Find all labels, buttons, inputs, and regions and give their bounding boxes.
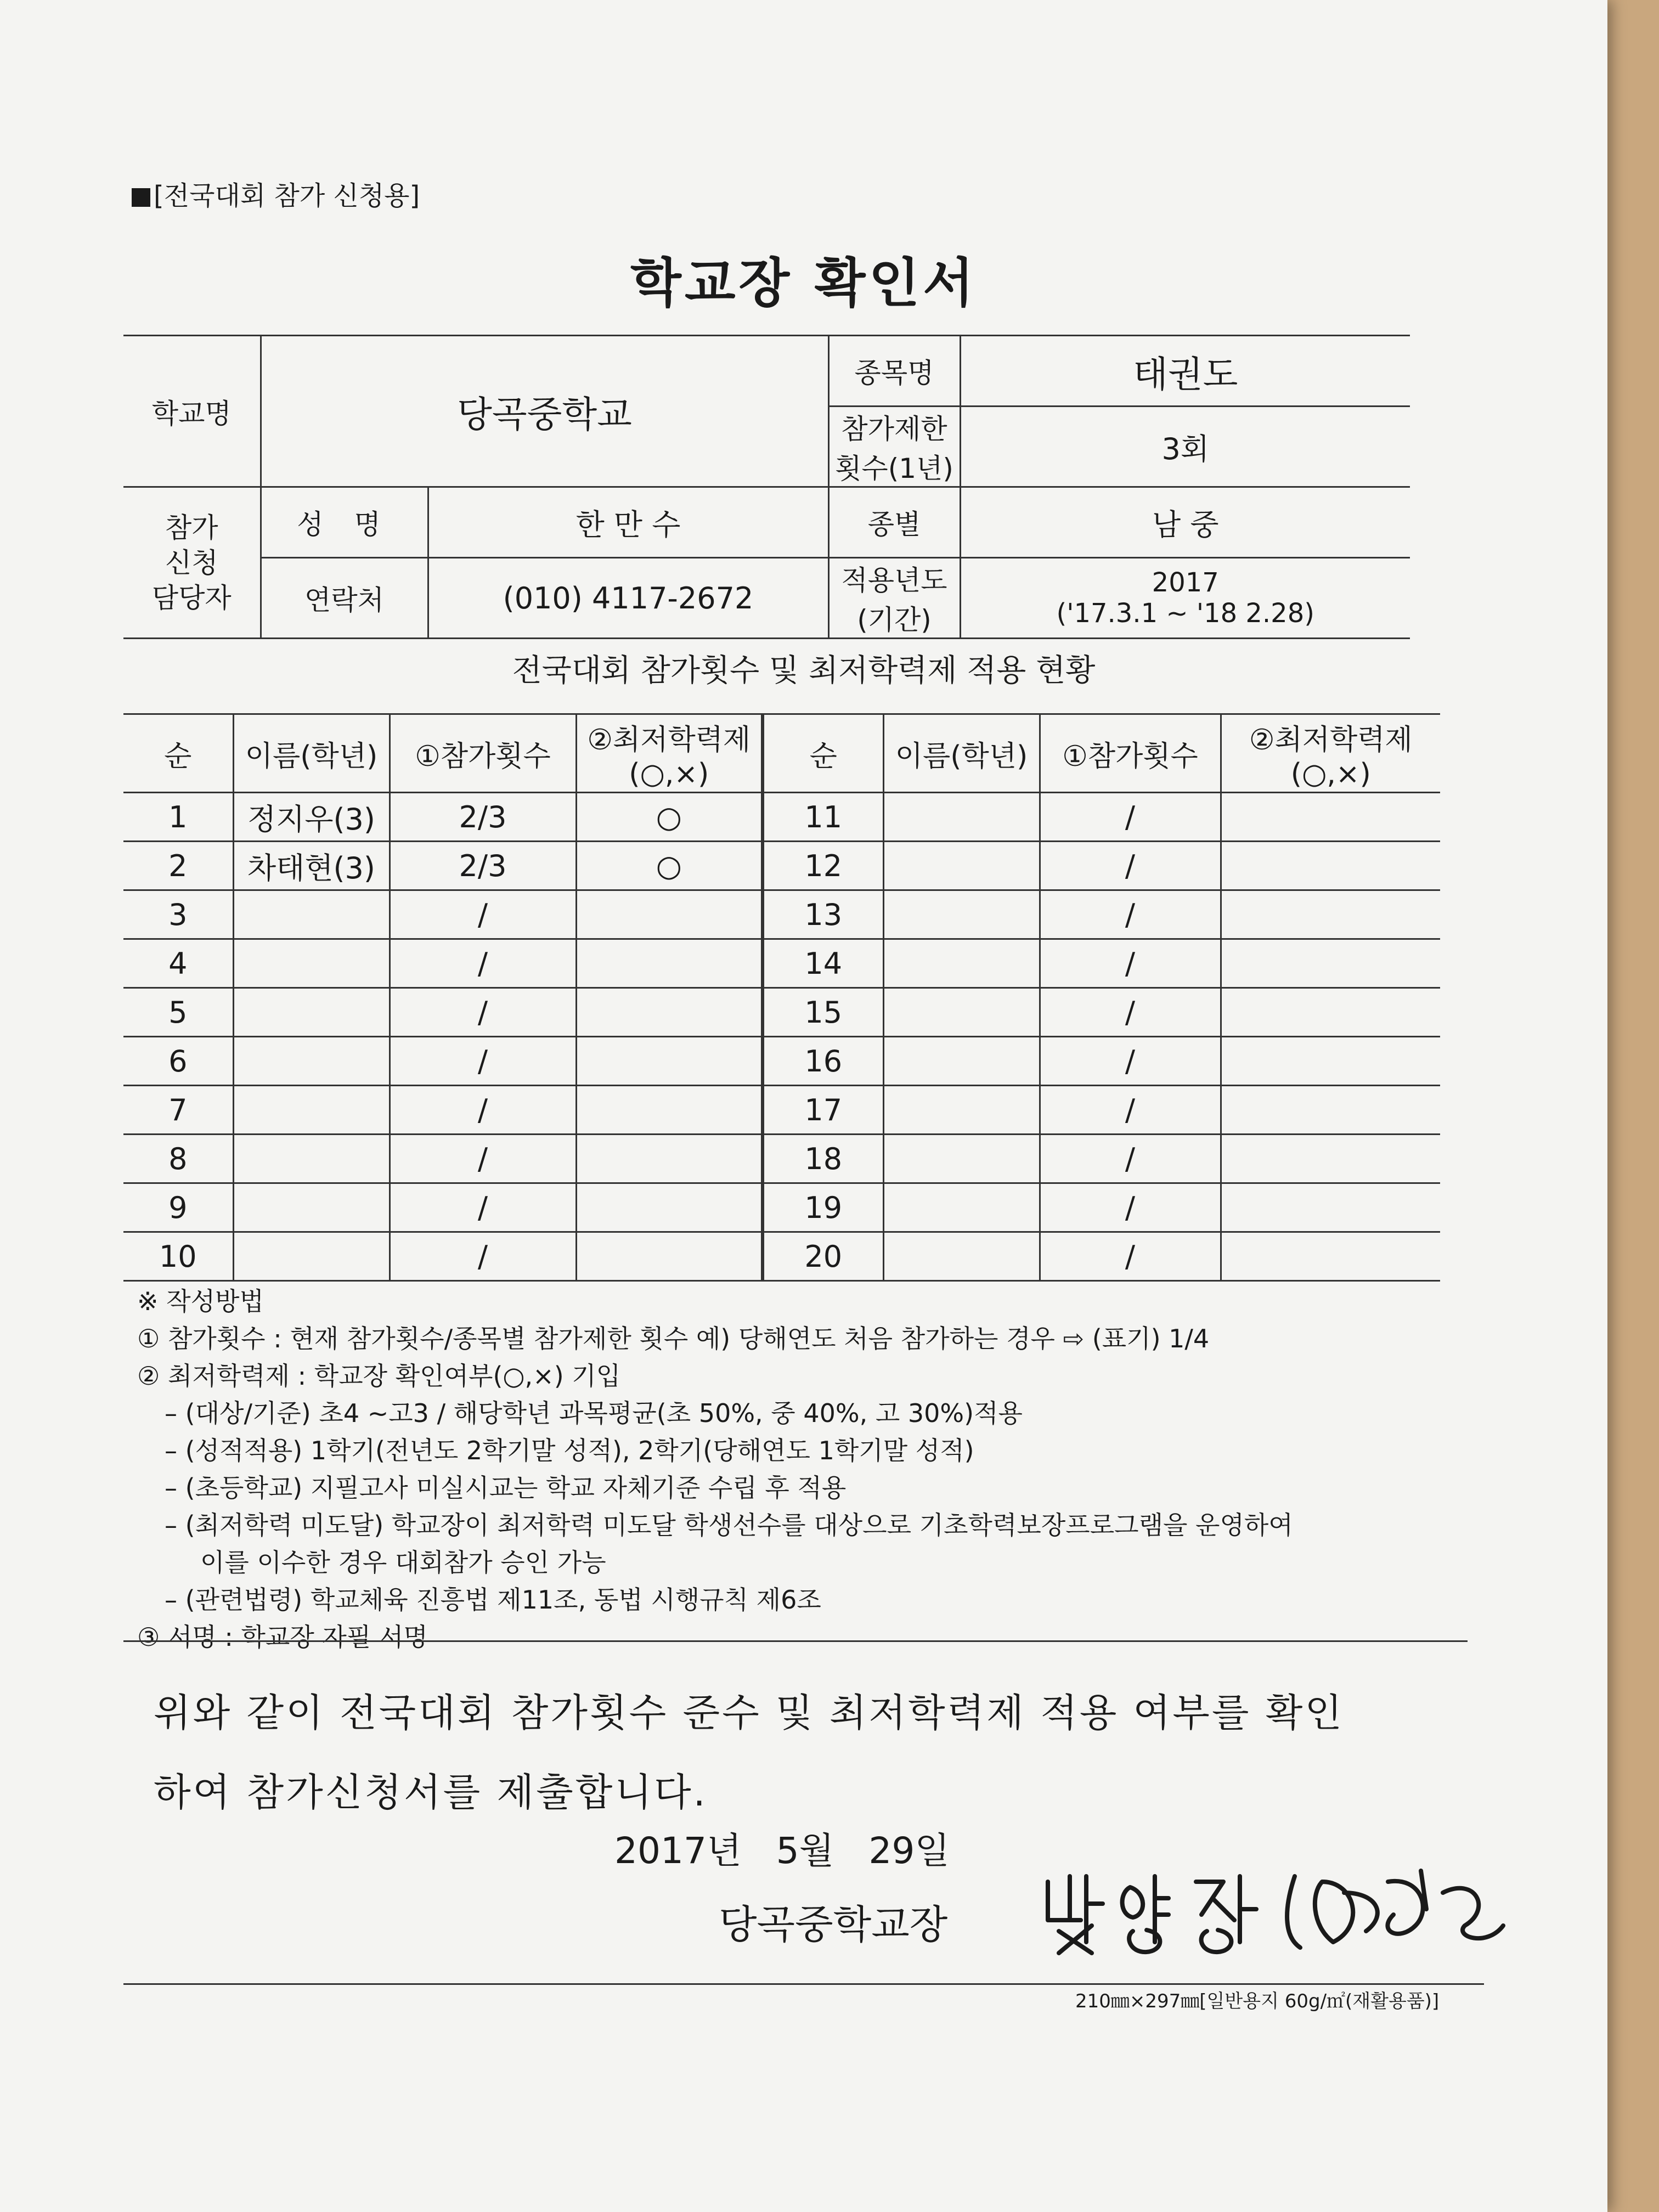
cell-min bbox=[1221, 1183, 1440, 1232]
header-min-left-line2: (○,×) bbox=[629, 757, 709, 791]
cell-name bbox=[233, 1183, 390, 1232]
table-row bbox=[123, 793, 1440, 842]
cell-no: 18 bbox=[763, 1135, 883, 1183]
cell-name bbox=[883, 1232, 1040, 1281]
limit-label bbox=[828, 407, 960, 487]
header-min-right bbox=[1221, 714, 1440, 793]
cell-min bbox=[576, 988, 763, 1037]
note-line: ※ 작성방법 bbox=[137, 1286, 264, 1316]
cell-no: 12 bbox=[763, 842, 883, 890]
header-name-right: 이름(학년) bbox=[883, 714, 1040, 793]
document-title: 학교장 확인서 bbox=[630, 252, 977, 314]
cell-name bbox=[883, 939, 1040, 988]
year-value-line1: 2017 bbox=[1152, 567, 1219, 598]
cell-name bbox=[883, 890, 1040, 939]
header-no-right: 순 bbox=[763, 714, 883, 793]
note-line: – (대상/기준) 초4 ~고3 / 해당학년 과목평균(초 50%, 중 40%, 고 30%)적용 bbox=[165, 1398, 1023, 1428]
cell-no: 2 bbox=[123, 842, 233, 890]
cell-min bbox=[576, 1183, 763, 1232]
cell-name: 정지우(3) bbox=[233, 793, 390, 842]
date: 2017년 5월 29일 bbox=[614, 1830, 950, 1872]
cell-no: 10 bbox=[123, 1232, 233, 1281]
cell-name bbox=[883, 988, 1040, 1037]
table-row bbox=[123, 842, 1440, 890]
cell-no: 4 bbox=[123, 939, 233, 988]
cell-no: 8 bbox=[123, 1135, 233, 1183]
name-label: 성 명 bbox=[261, 487, 428, 558]
cell-name bbox=[233, 988, 390, 1037]
cell-name bbox=[883, 1037, 1040, 1086]
cell-no: 6 bbox=[123, 1037, 233, 1086]
note-line: – (최저학력 미도달) 학교장이 최저학력 미도달 학생선수를 대상으로 기초학력보장프로그램을 운영하여 bbox=[165, 1510, 1293, 1540]
cell-count: / bbox=[1040, 793, 1221, 842]
cell-count: / bbox=[390, 1086, 576, 1135]
cell-count: / bbox=[390, 1183, 576, 1232]
note-line: ① 참가횟수 : 현재 참가횟수/종목별 참가제한 횟수 예) 당해연도 처음 참가하는 경우 ⇨ (표기) 1/4 bbox=[137, 1324, 1210, 1353]
cell-no: 11 bbox=[763, 793, 883, 842]
handwritten-signature bbox=[1037, 1860, 1531, 1959]
applicant-label-line1: 참가 bbox=[165, 511, 218, 544]
cell-name bbox=[883, 1183, 1040, 1232]
confirmation-statement bbox=[154, 1673, 1344, 1832]
header-min-left bbox=[576, 714, 763, 793]
info-table bbox=[123, 335, 1410, 639]
cell-count: / bbox=[390, 890, 576, 939]
document-type-text: [전국대회 참가 신청용] bbox=[154, 180, 420, 211]
school-label: 학교명 bbox=[123, 336, 261, 487]
event-label: 종목명 bbox=[828, 336, 960, 407]
cell-no: 5 bbox=[123, 988, 233, 1037]
limit-label-line1: 참가제한 bbox=[841, 413, 947, 445]
year-label bbox=[828, 558, 960, 639]
cell-no: 14 bbox=[763, 939, 883, 988]
cell-count: / bbox=[1040, 1086, 1221, 1135]
cell-count: 2/3 bbox=[390, 793, 576, 842]
school-value: 당곡중학교 bbox=[261, 336, 828, 487]
cell-count: / bbox=[390, 1232, 576, 1281]
cell-no: 16 bbox=[763, 1037, 883, 1086]
note-line: – (성적적용) 1학기(전년도 2학기말 성적), 2학기(당해연도 1학기말 성적) bbox=[165, 1436, 974, 1465]
cell-min bbox=[1221, 793, 1440, 842]
note-line: ③ 서명 : 학교장 자필 서명 bbox=[137, 1622, 428, 1652]
header-name-left: 이름(학년) bbox=[233, 714, 390, 793]
cell-min bbox=[576, 1135, 763, 1183]
limit-label-line2: 횟수(1년) bbox=[835, 453, 953, 484]
header-min-right-line1: ②최저학력제 bbox=[1249, 723, 1413, 757]
status-table bbox=[123, 713, 1440, 1282]
cell-name bbox=[233, 1037, 390, 1086]
name-value: 한 만 수 bbox=[428, 487, 828, 558]
year-label-line1: 적용년도 bbox=[841, 565, 947, 596]
cell-no: 9 bbox=[123, 1183, 233, 1232]
cell-min bbox=[1221, 1232, 1440, 1281]
year-value bbox=[960, 558, 1410, 639]
applicant-label-line2: 신청 bbox=[165, 546, 218, 579]
table-row bbox=[123, 988, 1440, 1037]
cell-count: / bbox=[1040, 1232, 1221, 1281]
cell-min bbox=[576, 1086, 763, 1135]
cell-count: / bbox=[1040, 1037, 1221, 1086]
note-line: ② 최저학력제 : 학교장 확인여부(○,×) 기입 bbox=[137, 1361, 621, 1391]
header-min-right-line2: (○,×) bbox=[1290, 757, 1371, 791]
contact-label: 연락처 bbox=[261, 558, 428, 639]
cell-no: 13 bbox=[763, 890, 883, 939]
header-count-right: ①참가횟수 bbox=[1040, 714, 1221, 793]
square-bullet-icon bbox=[132, 188, 150, 207]
cell-min bbox=[576, 1037, 763, 1086]
table-row bbox=[123, 1232, 1440, 1281]
cell-count: / bbox=[1040, 939, 1221, 988]
cell-count: / bbox=[390, 1037, 576, 1086]
confirmation-line1: 위와 같이 전국대회 참가횟수 준수 및 최저학력제 적용 여부를 확인 bbox=[154, 1690, 1344, 1735]
event-value: 태권도 bbox=[960, 336, 1410, 407]
cell-count: / bbox=[1040, 1135, 1221, 1183]
cell-no: 7 bbox=[123, 1086, 233, 1135]
cell-min: ○ bbox=[576, 793, 763, 842]
year-label-line2: (기간) bbox=[857, 604, 932, 636]
footer-divider bbox=[123, 1983, 1484, 1985]
instructions bbox=[137, 1283, 1293, 1656]
table-row bbox=[123, 1086, 1440, 1135]
cell-min bbox=[1221, 890, 1440, 939]
cell-name bbox=[233, 1135, 390, 1183]
cell-min bbox=[1221, 1037, 1440, 1086]
signer-title: 당곡중학교장 bbox=[719, 1901, 948, 1948]
cell-name bbox=[233, 890, 390, 939]
cell-count: / bbox=[390, 988, 576, 1037]
cell-count: / bbox=[1040, 842, 1221, 890]
cell-min bbox=[576, 890, 763, 939]
cell-no: 3 bbox=[123, 890, 233, 939]
cell-name bbox=[883, 793, 1040, 842]
cell-min bbox=[1221, 939, 1440, 988]
cell-no: 15 bbox=[763, 988, 883, 1037]
note-line: – (초등학교) 지필고사 미실시교는 학교 자체기준 수립 후 적용 bbox=[165, 1473, 847, 1503]
header-min-left-line1: ②최저학력제 bbox=[587, 723, 751, 757]
table-row bbox=[123, 890, 1440, 939]
cell-name bbox=[883, 1135, 1040, 1183]
paper-spec: 210㎜×297㎜[일반용지 60g/㎡(재활용품)] bbox=[1075, 1990, 1440, 2012]
status-table-body bbox=[123, 793, 1440, 1281]
applicant-label-line3: 담당자 bbox=[151, 582, 232, 614]
cell-name bbox=[233, 1232, 390, 1281]
cell-min bbox=[1221, 988, 1440, 1037]
status-header-row bbox=[123, 714, 1440, 793]
header-no-left: 순 bbox=[123, 714, 233, 793]
table-row bbox=[123, 1037, 1440, 1086]
year-value-line2: ('17.3.1 ~ '18 2.28) bbox=[1056, 598, 1314, 629]
table-row bbox=[123, 1183, 1440, 1232]
table-row bbox=[123, 1135, 1440, 1183]
contact-value: (010) 4117-2672 bbox=[428, 558, 828, 639]
cell-min bbox=[1221, 842, 1440, 890]
cell-name: 차태현(3) bbox=[233, 842, 390, 890]
limit-value: 3회 bbox=[960, 407, 1410, 487]
status-section-title: 전국대회 참가횟수 및 최저학력제 적용 현황 bbox=[512, 653, 1096, 689]
cell-name bbox=[233, 1086, 390, 1135]
cell-count: / bbox=[1040, 890, 1221, 939]
category-value: 남 중 bbox=[960, 487, 1410, 558]
note-line: – (관련법령) 학교체육 진흥법 제11조, 동법 시행규칙 제6조 bbox=[165, 1585, 821, 1615]
cell-min bbox=[1221, 1086, 1440, 1135]
cell-name bbox=[883, 1086, 1040, 1135]
cell-count: / bbox=[1040, 988, 1221, 1037]
cell-min bbox=[1221, 1135, 1440, 1183]
cell-no: 1 bbox=[123, 793, 233, 842]
note-line: 이를 이수한 경우 대회참가 승인 가능 bbox=[200, 1548, 606, 1577]
applicant-label bbox=[123, 487, 261, 639]
cell-count: / bbox=[390, 1135, 576, 1183]
cell-no: 17 bbox=[763, 1086, 883, 1135]
cell-min bbox=[576, 1232, 763, 1281]
cell-count: / bbox=[1040, 1183, 1221, 1232]
cell-min bbox=[576, 939, 763, 988]
cell-count: 2/3 bbox=[390, 842, 576, 890]
cell-name bbox=[883, 842, 1040, 890]
cell-min: ○ bbox=[576, 842, 763, 890]
confirmation-line2: 하여 참가신청서를 제출합니다. bbox=[154, 1770, 708, 1815]
table-row bbox=[123, 939, 1440, 988]
cell-no: 20 bbox=[763, 1232, 883, 1281]
divider bbox=[123, 1640, 1468, 1642]
cell-name bbox=[233, 939, 390, 988]
cell-count: / bbox=[390, 939, 576, 988]
category-label: 종별 bbox=[828, 487, 960, 558]
cell-no: 19 bbox=[763, 1183, 883, 1232]
header-count-left: ①참가횟수 bbox=[390, 714, 576, 793]
document-type-label bbox=[132, 174, 420, 212]
